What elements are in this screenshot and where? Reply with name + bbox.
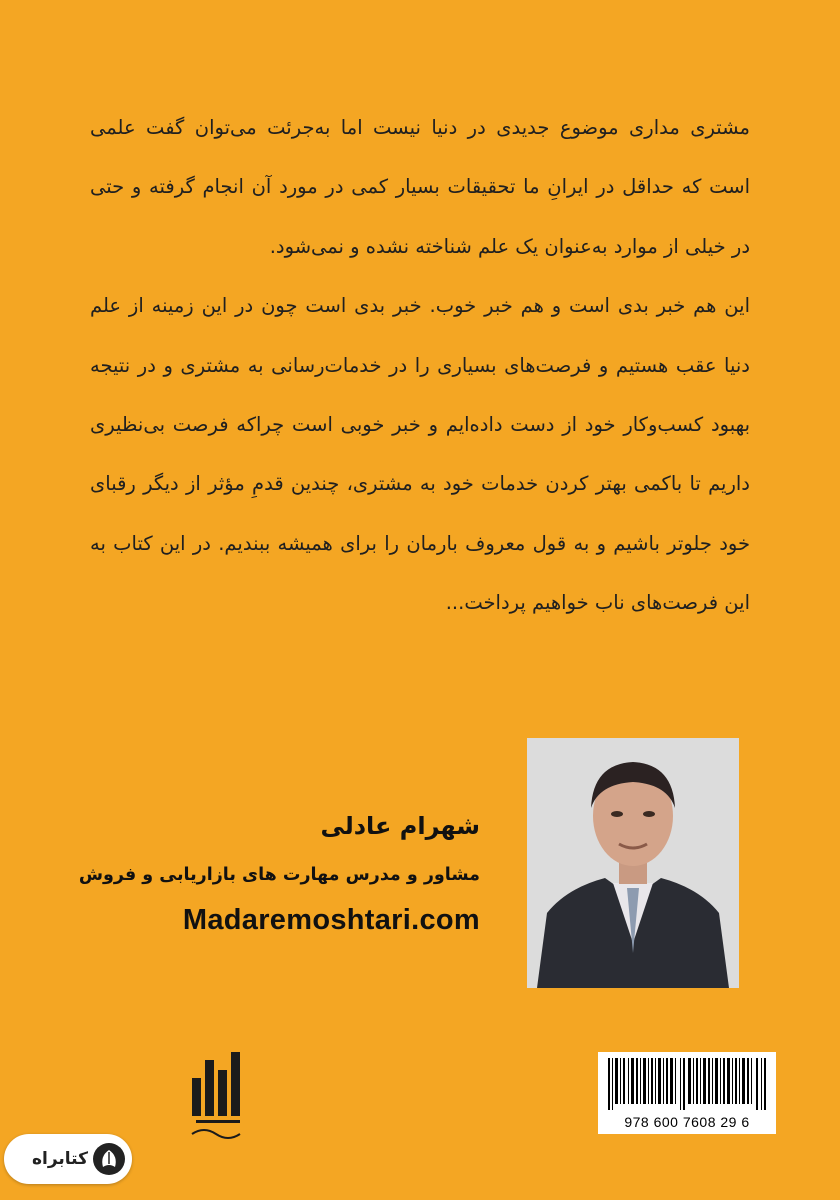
- blurb-paragraph-2: این هم خبر بدی است و هم خبر خوب. خبر بدی است چون در این زمینه از علم دنیا عقب هستیم و فرصت‌های بسیاری را در خدمات‌رسانی به مشتری و در نتیجه بهبود کسب‌وکار خود از دست داده‌ایم و خبر خوبی است چراکه فرصت بی‌نظیری داریم تا باکمی بهتر کردن خدمات خود به مشتری، چندین قدمِ مؤثر از دیگر رقبای خود جلوتر باشیم و به قول معروف بارمان را برای همیشه ببندیم. در این کتاب به این فرصت‌های ناب خواهیم پرداخت...: [90, 294, 750, 615]
- author-portrait-icon: [527, 738, 739, 988]
- book-leaf-icon: [92, 1142, 126, 1176]
- blurb-paragraph-1: مشتری مداری موضوع جدیدی در دنیا نیست اما به‌جرئت می‌توان گفت علمی است که حداقل در ایرانِ ما تحقیقات بسیار کمی در مورد آن انجام گرفته و حتی در خیلی از موارد به‌عنوان یک علم شناخته نشده و نمی‌شود.: [90, 116, 750, 258]
- author-role: مشاور و مدرس مهارت های بازاریابی و فروش: [78, 865, 480, 885]
- barcode-icon: [606, 1058, 768, 1110]
- store-badge[interactable]: [4, 1134, 132, 1184]
- author-name: شهرام عادلی: [320, 812, 480, 840]
- store-badge-label: کتابراه: [31, 1149, 88, 1169]
- publisher-logo-icon: [186, 1050, 246, 1150]
- isbn-barcode: [598, 1052, 776, 1134]
- author-info: [78, 806, 480, 937]
- author-website: Madaremoshtari.com: [182, 904, 480, 936]
- back-cover-blurb: [90, 98, 750, 633]
- author-photo: [527, 738, 739, 988]
- publisher-logo: [186, 1050, 246, 1150]
- isbn-number: 978 600 7608 29 6: [624, 1114, 750, 1130]
